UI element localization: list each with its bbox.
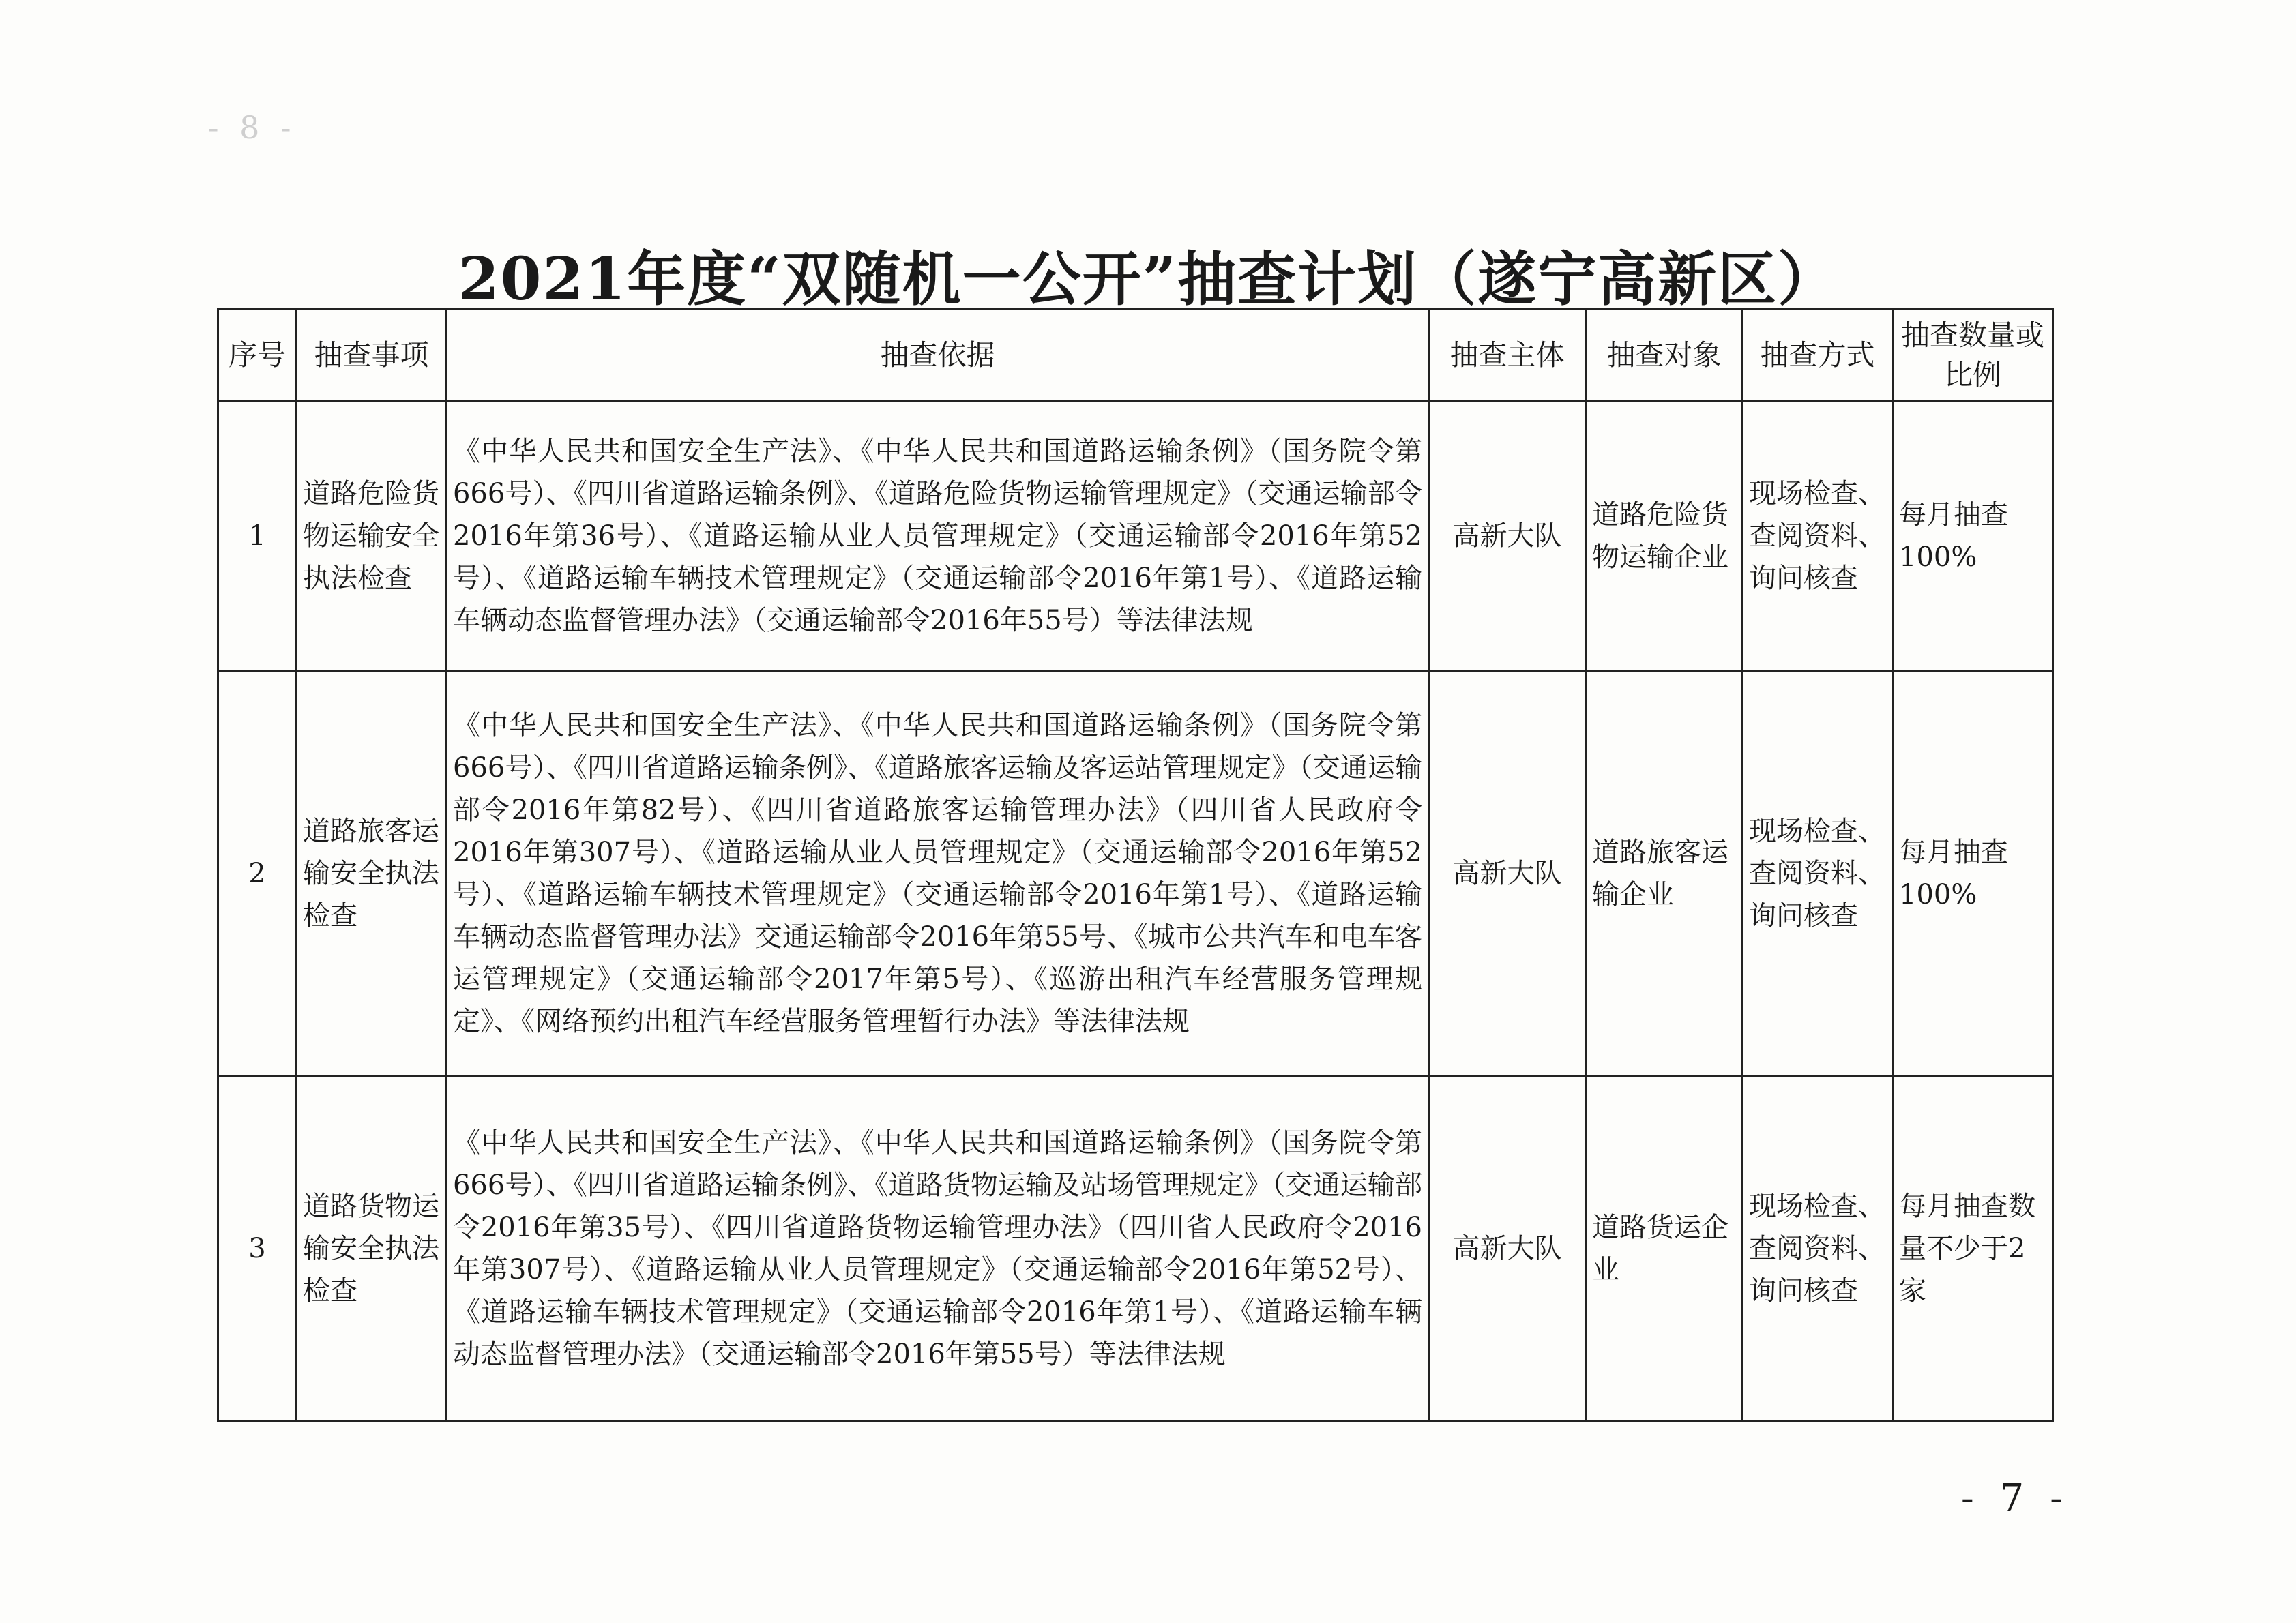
row-method: 现场检查、查阅资料、询问核查: [1743, 402, 1893, 671]
document-title: 2021年度“双随机一公开”抽查计划（遂宁高新区）: [458, 245, 1838, 314]
row-subject: 高新大队: [1429, 402, 1586, 671]
row-subject: 高新大队: [1429, 1077, 1586, 1421]
table-header-row: [218, 310, 2053, 402]
table-row: [218, 402, 2053, 671]
row-seq: 3: [218, 1077, 297, 1421]
row-ratio: 每月抽查数量不少于2家: [1893, 1077, 2053, 1421]
row-item: 道路危险货物运输安全执法检查: [297, 402, 447, 671]
header-object: 抽查对象: [1586, 310, 1743, 402]
row-object: 道路危险货物运输企业: [1586, 402, 1743, 671]
table-row: [218, 671, 2053, 1077]
header-subject: 抽查主体: [1429, 310, 1586, 402]
header-ratio: 抽查数量或比例: [1893, 310, 2053, 402]
faint-previous-page-number: - 8 -: [208, 109, 297, 146]
header-method: 抽查方式: [1743, 310, 1893, 402]
row-item: 道路货物运输安全执法检查: [297, 1077, 447, 1421]
row-ratio: 每月抽查100%: [1893, 671, 2053, 1077]
row-basis: 《中华人民共和国安全生产法》、《中华人民共和国道路运输条例》（国务院令第666号）、《四川省道路运输条例》、《道路旅客运输及客运站管理规定》（交通运输部令2016年第82号）、《四川省道路旅客运输管理办法》（四川省人民政府令2016年第307号）、《道路运输从业人员管理规定》（交通运输部令2016年第52号）、《道路运输车辆技术管理规定》（交通运输部令2016年第1号）、《道路运输车辆动态监督管理办法》交通运输部令2016年第55号、《城市公共汽车和电车客运管理规定》（交通运输部令2017年第5号）、《巡游出租汽车经营服务管理规定》、《网络预约出租汽车经营服务管理暂行办法》等法律法规: [447, 671, 1429, 1077]
row-seq: 1: [218, 402, 297, 671]
header-seq: 序号: [218, 310, 297, 402]
row-seq: 2: [218, 671, 297, 1077]
header-item: 抽查事项: [297, 310, 447, 402]
row-object: 道路货运企业: [1586, 1077, 1743, 1421]
row-basis: 《中华人民共和国安全生产法》、《中华人民共和国道路运输条例》（国务院令第666号）、《四川省道路运输条例》、《道路危险货物运输管理规定》（交通运输部令2016年第36号）、《道路运输从业人员管理规定》（交通运输部令2016年第52号）、《道路运输车辆技术管理规定》（交通运输部令2016年第1号）、《道路运输车辆动态监督管理办法》（交通运输部令2016年55号）等法律法规: [447, 402, 1429, 671]
row-subject: 高新大队: [1429, 671, 1586, 1077]
table-row: [218, 1077, 2053, 1421]
inspection-plan-table: [217, 308, 2054, 1422]
row-object: 道路旅客运输企业: [1586, 671, 1743, 1077]
row-method: 现场检查、查阅资料、询问核查: [1743, 1077, 1893, 1421]
header-basis: 抽查依据: [447, 310, 1429, 402]
row-ratio: 每月抽查100%: [1893, 402, 2053, 671]
row-method: 现场检查、查阅资料、询问核查: [1743, 671, 1893, 1077]
page-number: - 7 -: [1960, 1476, 2070, 1521]
row-basis: 《中华人民共和国安全生产法》、《中华人民共和国道路运输条例》（国务院令第666号）、《四川省道路运输条例》、《道路货物运输及站场管理规定》（交通运输部令2016年第35号）、《四川省道路货物运输管理办法》（四川省人民政府令2016年第307号）、《道路运输从业人员管理规定》（交通运输部令2016年第52号）、《道路运输车辆技术管理规定》（交通运输部令2016年第1号）、《道路运输车辆动态监督管理办法》（交通运输部令2016年第55号）等法律法规: [447, 1077, 1429, 1421]
row-item: 道路旅客运输安全执法检查: [297, 671, 447, 1077]
